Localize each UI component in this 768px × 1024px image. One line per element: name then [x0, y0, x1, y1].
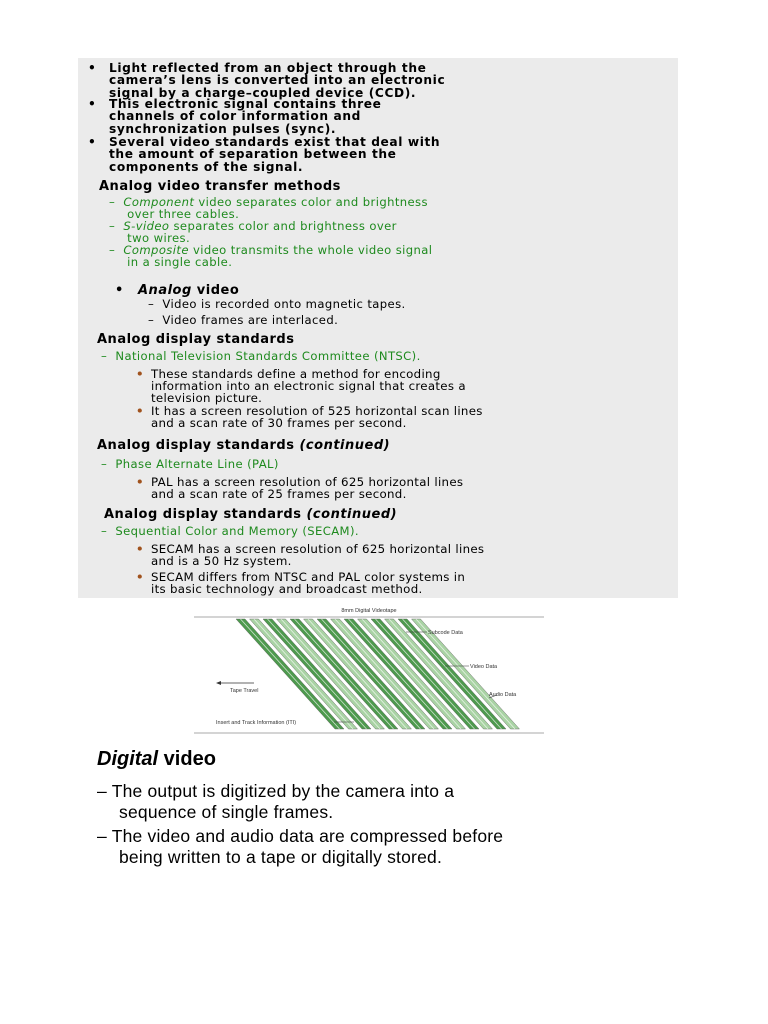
- secam-point-1: SECAM has a screen resolution of 625 horizontal lines and is a 50 Hz system.: [151, 542, 485, 568]
- transfer-heading: Analog video transfer methods: [99, 179, 341, 194]
- tape-diagram-title: 8mm Digital Videotape: [341, 608, 397, 614]
- bullet-icon: •: [136, 570, 144, 584]
- tape-diagram: [194, 605, 544, 737]
- bullet-icon: •: [88, 135, 97, 149]
- transfer-item-component: – Component video separates color and brightness over three cables.: [109, 195, 428, 221]
- pal-heading: Analog display standards (continued): [97, 438, 391, 453]
- video-data-label: Video Data: [470, 664, 498, 670]
- intro-item-2: This electronic signal contains three channels of color information and synchronization pulses (sync).: [109, 97, 382, 136]
- transfer-item-svideo: – S-video separates color and brightness over two wires.: [109, 219, 397, 245]
- intro-item-1: Light reflected from an object through the camera’s lens is converted into an electronic signal by a charge–coupled device (CCD).: [109, 61, 446, 100]
- ntsc-point-1: These standards define a method for encoding information into an electronic signal that creates a television picture.: [151, 367, 466, 405]
- analog-video-item-1: – Video is recorded onto magnetic tapes.: [148, 297, 406, 311]
- secam-heading: Analog display standards (continued): [104, 507, 398, 522]
- bullet-icon: •: [136, 404, 144, 418]
- audio-data-label: Audio Data: [489, 692, 517, 698]
- secam-point-2: SECAM differs from NTSC and PAL color systems in its basic technology and broadcast method.: [151, 570, 466, 596]
- digital-item-1: – The output is digitized by the camera into a sequence of single frames.: [97, 781, 455, 822]
- analog-video-item-2: – Video frames are interlaced.: [148, 313, 339, 327]
- ntsc-heading: Analog display standards: [97, 332, 295, 347]
- transfer-item-composite: – Composite video transmits the whole video signal in a single cable.: [109, 243, 433, 269]
- bullet-icon: •: [136, 542, 144, 556]
- intro-item-3: Several video standards exist that deal with the amount of separation between the components of the signal.: [109, 135, 441, 174]
- pal-point-1: PAL has a screen resolution of 625 horizontal lines and a scan rate of 25 frames per second.: [151, 475, 464, 501]
- subcode-label: Subcode Data: [428, 630, 463, 636]
- arrow-left-icon: [216, 681, 221, 685]
- tape-travel-label: Tape Travel: [230, 688, 259, 694]
- secam-standard-name: – Sequential Color and Memory (SECAM).: [101, 524, 359, 538]
- analog-video-heading: Analog video: [138, 283, 240, 298]
- ntsc-point-2: It has a screen resolution of 525 horizontal scan lines and a scan rate of 30 frames per second.: [151, 404, 483, 430]
- digital-item-2: – The video and audio data are compressed before being written to a tape or digitally stored.: [97, 826, 504, 867]
- bullet-icon: •: [88, 97, 97, 111]
- pal-standard-name: – Phase Alternate Line (PAL): [101, 457, 279, 471]
- track-stripes: [236, 619, 520, 729]
- ntsc-standard-name: – National Television Standards Committee (NTSC).: [101, 349, 421, 363]
- iti-label: Insert and Track Information (ITI): [216, 720, 297, 726]
- bullet-icon: •: [88, 61, 97, 75]
- bullet-icon: •: [136, 367, 144, 381]
- bullet-icon: •: [115, 283, 124, 298]
- digital-video-heading: Digital video: [97, 748, 216, 770]
- bullet-icon: •: [136, 475, 144, 489]
